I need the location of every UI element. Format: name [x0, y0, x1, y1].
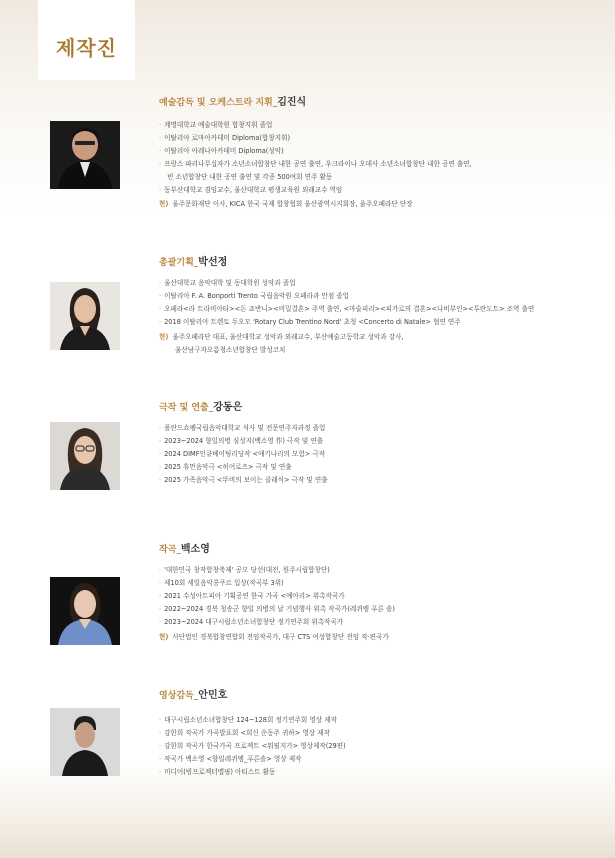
role-label: 예술감독 및 오케스트라 지휘_	[159, 98, 278, 108]
portrait-photo	[50, 708, 120, 776]
career-list	[159, 564, 395, 643]
current-position-continuation: 울산남구자오름청소년합창단 발성코치	[175, 345, 286, 354]
role-label: 영상감독_	[159, 691, 199, 701]
list-item: · 강한희 작곡가 가곡발표회 <희신 운동주 귀하> 영상 제작	[159, 728, 330, 737]
role-label: 작곡_	[159, 545, 181, 555]
person-name: 김진식	[277, 97, 307, 108]
person-name: 강동은	[213, 402, 243, 413]
list-item: · 제10회 세일음악콩쿠르 입상(작곡부 3위)	[159, 578, 284, 587]
list-item: · 미디어(빔프로젝터맵핑) 아티스트 활동	[159, 767, 276, 776]
portrait-photo	[50, 577, 120, 645]
section-heading	[159, 690, 227, 702]
list-item: · 오페라<라 트라비아타><돈 죠반니><비밀결혼> 주역 출연, <마술피리><피가로의 결혼><나비부인><투란도트> 조역 출연	[159, 304, 535, 313]
list-item: · 폴란드쇼팽국립음악대학교 석사 및 전문연주자과정 졸업	[159, 424, 326, 432]
career-list	[159, 277, 534, 356]
list-item: · 2024 DIMF인큐베이팅리딩작 <애기나리의 모험> 극작	[159, 449, 326, 458]
current-position: 현) 사단법인 경북합창연합회 전임작곡가, 대구 CTS 여성합창단 전임 작·편곡가	[159, 632, 389, 641]
list-item-continuation: 빈 소년합창단 내한 공연 출연 및 각종 500여회 연주 활동	[167, 172, 333, 181]
list-item: · 울산대학교 음악대학 및 동대학원 성악과 졸업	[159, 279, 296, 287]
current-position: 현) 울주오페라단 대표, 울산대학교 성악과 외래교수, 부산예술고등학교 성악과 강사,	[159, 332, 404, 341]
portrait-photo	[50, 121, 120, 189]
list-item: · 2025 가족음악극 <뚜비의 보이는 클래식> 극작 및 연출	[159, 475, 328, 484]
role-label: 총괄기획_	[159, 258, 199, 268]
list-item: · 이탈리아 F. A. Bonporti Trento 국립음악원 오페라과 만점 졸업	[159, 291, 350, 300]
current-position: 현) 울주문화재단 이사, KICA 한국 국제 합창협회 울산광역시지회장, 울주오페라단 단장	[159, 200, 413, 209]
list-item: · 2023~2024 향일의병 심성지(백소영 作) 극작 및 연출	[159, 436, 324, 445]
page-title: 제작진	[56, 35, 117, 60]
list-item: · 2022~2024 경북 청송군 향일 의병의 날 기념행사 위촉 작곡가(레퀴엠 푸른 솔)	[159, 604, 395, 613]
list-item: · 동부산대학교 겸임교수, 울산대학교 평생교육원 외래교수 역임	[159, 185, 343, 194]
list-item: · 이탈리아 로마아카데미 Diploma(합창지휘)	[159, 133, 291, 142]
list-item: · 프랑스 파리나무십자가 소년소녀합창단 내한 공연 출연, 우크라이나 오데사 소년소녀합창단 내한 공연 출연,	[159, 159, 472, 168]
list-item: · 작곡가 백소영 <향일레퀴엠_푸른솔> 영상 제작	[159, 754, 302, 763]
list-item: · 2021 수성아트피아 기획공연 한국 가곡 <예아리> 위촉작곡가	[159, 591, 345, 600]
career-list	[159, 119, 472, 211]
list-item: · 2023~2024 대구시립소년소녀합창단 정기연주회 위촉작곡가	[159, 617, 344, 626]
career-list	[159, 422, 328, 487]
person-name: 백소영	[180, 544, 210, 555]
person-name: 안민호	[198, 690, 228, 701]
portrait-photo	[50, 422, 120, 490]
career-list	[159, 714, 346, 779]
list-item: · 강한희 작곡가 한국가곡 프로젝트 <뭐필지가> 영상제작(29편)	[159, 741, 346, 750]
section-heading	[159, 402, 242, 414]
list-item: · 2025 휴먼음악극 <히어로즈> 극작 및 연출	[159, 462, 292, 471]
list-item: · '대한민국 창작합창축제' 공모 당선(대전, 원주시립합창단)	[159, 566, 330, 574]
portrait-photo	[50, 282, 120, 350]
section-heading	[159, 97, 306, 109]
list-item: · 계명대학교 예술대학원 합창지휘 졸업	[159, 121, 273, 129]
page-title-box	[38, 0, 135, 80]
list-item: · 2018 이탈리아 트렌토 두오모 'Rotary Club Trentino Nord' 초청 <Concerto di Natale> 협연 연주	[159, 317, 461, 326]
list-item: · 이탈리아 아레나아카데미 Diploma(성악)	[159, 146, 284, 155]
person-name: 박선정	[198, 257, 228, 268]
section-heading	[159, 544, 210, 556]
section-heading	[159, 257, 227, 269]
list-item: · 대구시립소년소녀합창단 124~128회 정기연주회 영상 제작	[159, 716, 337, 724]
role-label: 극작 및 연출_	[159, 403, 214, 413]
